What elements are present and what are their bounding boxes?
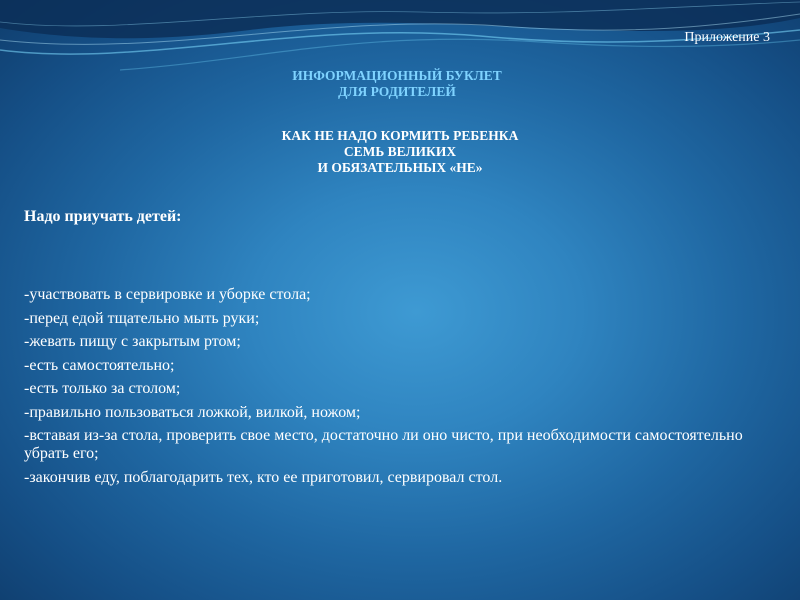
heading-line: И ОБЯЗАТЕЛЬНЫХ «НЕ» [317,160,483,175]
list-item: -закончив еду, поблагодарить тех, кто ее приготовил, сервировал стол. [24,469,503,486]
list-item: -есть только за столом; [24,380,181,397]
list-item: -перед едой тщательно мыть руки; [24,309,260,327]
list-item: -жевать пищу с закрытым ртом; [24,333,241,350]
list-item: -правильно пользоваться ложкой, вилкой, ножом; [24,403,361,421]
heading-line: ИНФОРМАЦИОННЫЙ БУКЛЕТ [292,68,502,83]
feeding-heading [0,128,800,176]
heading-line: ДЛЯ РОДИТЕЛЕЙ [338,84,456,99]
booklet-heading [0,68,797,100]
list-item: -вставая из-за стола, проверить свое место, достаточно ли оно чисто, при необходимости самостоятельно убрать его; [24,427,743,462]
heading-line: СЕМЬ ВЕЛИКИХ [343,144,457,159]
rules-list [24,283,754,490]
intro-text: Надо приучать детей: [24,208,182,225]
list-item: -участвовать в сервировке и уборке стола; [24,286,311,303]
appendix-label: Приложение 3 [684,30,770,45]
list-item: -есть самостоятельно; [24,356,175,374]
heading-line: КАК НЕ НАДО КОРМИТЬ РЕБЕНКА [281,128,519,143]
